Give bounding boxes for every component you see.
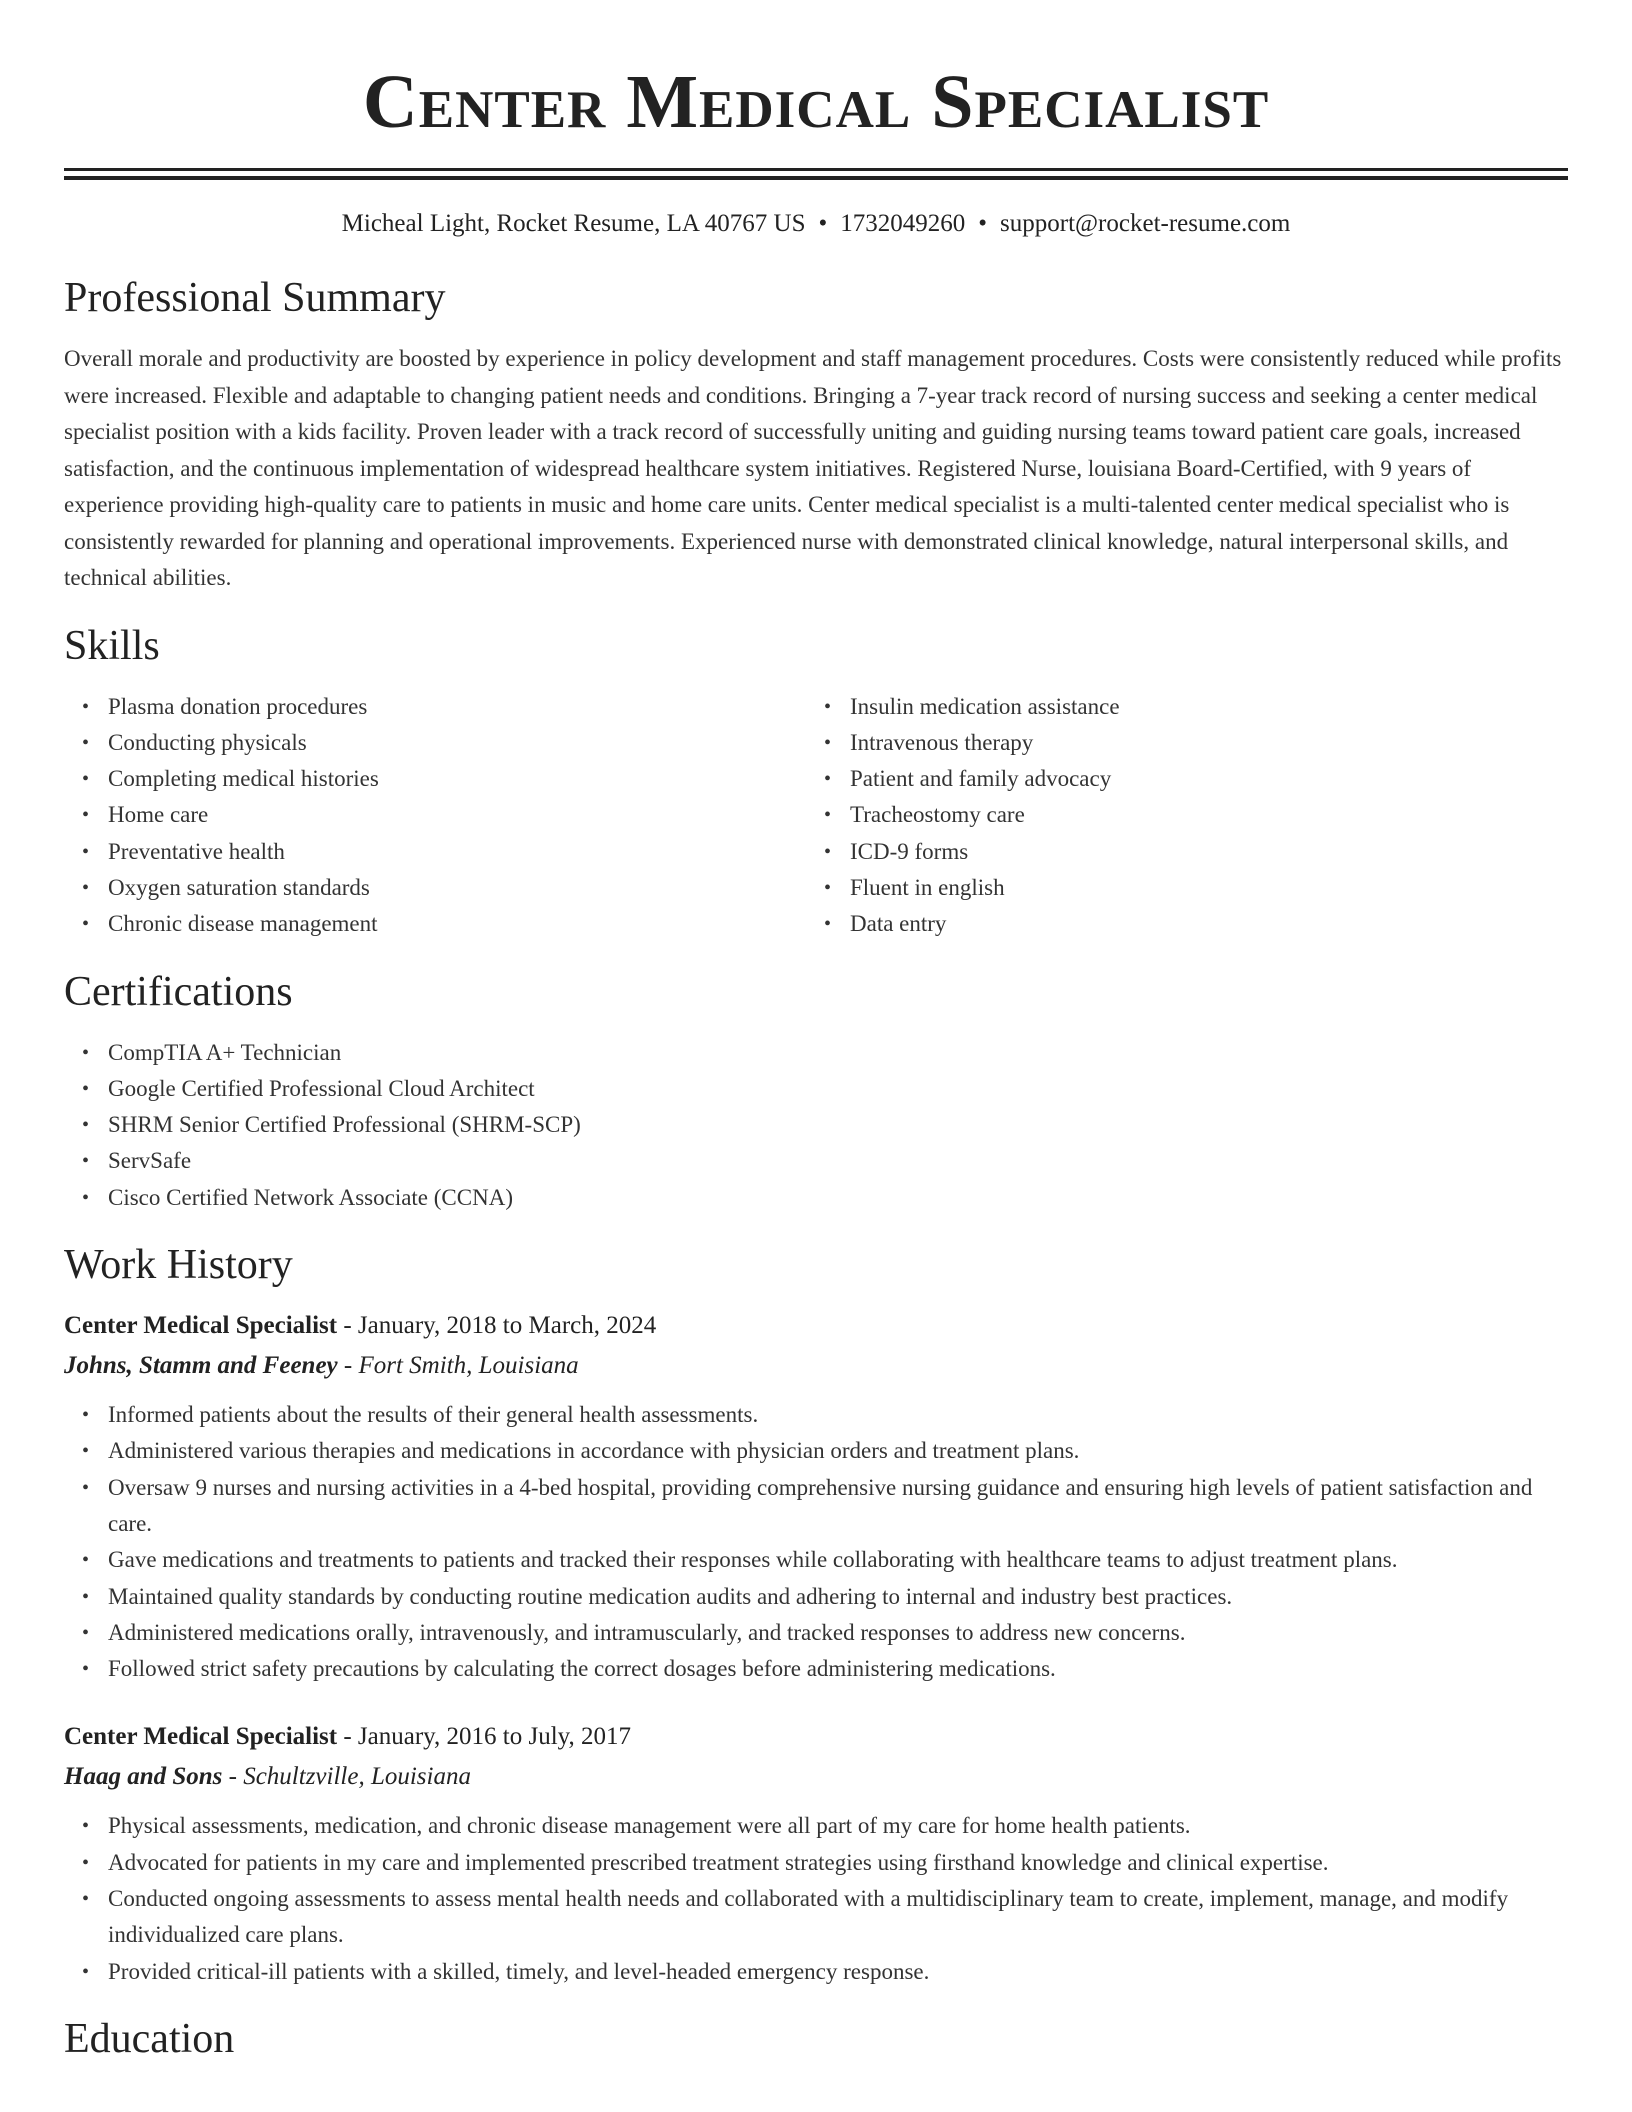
job-bullet-text: Gave medications and treatments to patients and tracked their responses while collaborating with healthcare teams to adjust treatment plans. xyxy=(108,1547,1398,1573)
job-bullet-text: Informed patients about the results of their general health assessments. xyxy=(108,1402,759,1428)
job-company-line xyxy=(64,1346,1568,1386)
certification-item xyxy=(82,1035,1568,1071)
job-title-line xyxy=(64,1717,1568,1757)
bullet-icon: • xyxy=(82,1440,90,1463)
bullet-icon: • xyxy=(82,804,90,827)
bullet-icon: • xyxy=(824,731,832,754)
bullet-icon: • xyxy=(82,913,90,936)
resume-page xyxy=(64,0,1568,2064)
contact-line xyxy=(64,207,1568,241)
summary-heading: Professional Summary xyxy=(64,275,446,321)
skill-item xyxy=(82,797,806,833)
skill-item xyxy=(824,834,1548,870)
skill-item xyxy=(82,689,806,725)
skill-label: Chronic disease management xyxy=(108,911,378,937)
skill-item xyxy=(824,761,1548,797)
contact-separator: • xyxy=(818,210,828,237)
job-location: - Schultzville, Louisiana xyxy=(222,1763,471,1791)
job-bullet-text: Advocated for patients in my care and implemented prescribed treatment strategies using firsthand knowledge and clinical expertise. xyxy=(108,1849,1329,1875)
job-company: Haag and Sons xyxy=(64,1763,223,1791)
bullet-icon: • xyxy=(824,840,832,863)
certification-label: Google Certified Professional Cloud Architect xyxy=(108,1075,535,1101)
skill-item xyxy=(82,834,806,870)
contact-email[interactable]: support@rocket-resume.com xyxy=(1000,210,1291,237)
job-bullet xyxy=(82,1651,1568,1687)
certification-label: SHRM Senior Certified Professional (SHRM-SCP) xyxy=(108,1112,581,1138)
certification-item xyxy=(82,1107,1568,1143)
job-company: Johns, Stamm and Feeney xyxy=(64,1352,338,1380)
job-bullet-text: Provided critical-ill patients with a skilled, timely, and level-headed emergency response. xyxy=(108,1958,930,1984)
bullet-icon: • xyxy=(82,1041,90,1064)
education-heading: Education xyxy=(64,2015,235,2062)
bullet-icon: • xyxy=(824,804,832,827)
skill-item xyxy=(82,761,806,797)
job-bullet-text: Conducted ongoing assessments to assess mental health needs and collaborated with a multidisciplinary team to create, implement, manage, and modify individualized care plans. xyxy=(108,1886,1509,1948)
job-bullet-text: Administered various therapies and medications in accordance with physician orders and treatment plans. xyxy=(108,1438,1080,1464)
skills-column-left xyxy=(64,689,806,943)
job-bullet xyxy=(82,1881,1568,1954)
job-bullets xyxy=(64,1397,1568,1687)
skill-label: Fluent in english xyxy=(850,874,1005,900)
skill-item xyxy=(824,725,1548,761)
bullet-icon: • xyxy=(82,840,90,863)
job-bullet xyxy=(82,1470,1568,1543)
job-dates: - January, 2018 to March, 2024 xyxy=(337,1312,657,1340)
bullet-icon: • xyxy=(82,1476,90,1499)
bullet-icon: • xyxy=(82,1960,90,1983)
job-bullet xyxy=(82,1615,1568,1651)
job-bullet-text: Followed strict safety precautions by calculating the correct dosages before administering medications. xyxy=(108,1656,1056,1682)
bullet-icon: • xyxy=(824,768,832,791)
bullet-icon: • xyxy=(82,1114,90,1137)
skill-item xyxy=(824,870,1548,906)
skill-label: Plasma donation procedures xyxy=(108,693,368,719)
skill-item xyxy=(824,906,1548,942)
bullet-icon: • xyxy=(82,731,90,754)
contact-phone: 1732049260 xyxy=(840,210,966,237)
skill-label: Patient and family advocacy xyxy=(850,766,1112,792)
bullet-icon: • xyxy=(82,1150,90,1173)
resume-title: Center Medical Specialist xyxy=(362,60,1270,144)
bullet-icon: • xyxy=(824,876,832,899)
skill-label: ICD-9 forms xyxy=(850,838,969,864)
job-bullet xyxy=(82,1579,1568,1615)
job-bullet-text: Administered medications orally, intravenously, and intramuscularly, and tracked responses to address new concerns. xyxy=(108,1619,1186,1645)
skill-label: Home care xyxy=(108,802,209,828)
job-title-line xyxy=(64,1306,1568,1346)
skill-item xyxy=(82,725,806,761)
certification-item xyxy=(82,1143,1568,1179)
certifications-heading: Certifications xyxy=(64,968,293,1015)
bullet-icon: • xyxy=(824,695,832,718)
skill-label: Preventative health xyxy=(108,838,285,864)
job-bullet xyxy=(82,1397,1568,1433)
job-bullet xyxy=(82,1808,1568,1844)
job-dates: - January, 2016 to July, 2017 xyxy=(337,1723,632,1751)
skill-item xyxy=(82,906,806,942)
job-title: Center Medical Specialist xyxy=(64,1723,338,1751)
bullet-icon: • xyxy=(82,1851,90,1874)
bullet-icon: • xyxy=(82,1077,90,1100)
skill-item xyxy=(824,797,1548,833)
work-history-heading: Work History xyxy=(64,1242,293,1289)
certification-label: CompTIA A+ Technician xyxy=(108,1039,342,1065)
job-bullet-text: Oversaw 9 nurses and nursing activities in a 4-bed hospital, providing comprehensive nursing guidance and ensuring high levels of patient satisfaction and care. xyxy=(108,1474,1533,1536)
certification-item xyxy=(82,1180,1568,1216)
job-entry xyxy=(64,1306,1568,1687)
bullet-icon: • xyxy=(82,1621,90,1644)
skill-label: Intravenous therapy xyxy=(850,729,1034,755)
certification-label: Cisco Certified Network Associate (CCNA) xyxy=(108,1184,513,1210)
bullet-icon: • xyxy=(82,876,90,899)
summary-text: Overall morale and productivity are boosted by experience in policy development and staff management procedures. Costs were consistently reduced while profits were increased. Flexible and adaptable to changing patient needs and conditions. Bringing a 7-year track record of nursing success and seeking a center medical specialist position with a kids facility. Proven leader with a track record of successfully uniting and guiding nursing teams toward patient care goals, increased satisfaction, and the continuous implementation of widespread healthcare system initiatives. Registered Nurse, louisiana Board-Certified, with 9 years of experience providing high-quality care to patients in music and home care units. Center medical specialist is a multi-talented center medical specialist who is consistently rewarded for planning and operational improvements. Experienced nurse with demonstrated clinical knowledge, natural interpersonal skills, and technical abilities. xyxy=(64,346,1562,590)
certification-item xyxy=(82,1071,1568,1107)
skills-heading: Skills xyxy=(64,622,160,669)
skills-list xyxy=(64,689,1568,943)
skill-label: Insulin medication assistance xyxy=(850,693,1120,719)
job-company-line xyxy=(64,1757,1568,1797)
bullet-icon: • xyxy=(82,1404,90,1427)
job-bullets xyxy=(64,1808,1568,1989)
bullet-icon: • xyxy=(82,1888,90,1911)
certifications-list xyxy=(64,1035,1568,1216)
job-entry xyxy=(64,1717,1568,1989)
job-bullet xyxy=(82,1954,1568,1990)
job-title: Center Medical Specialist xyxy=(64,1312,338,1340)
skill-item xyxy=(82,870,806,906)
bullet-icon: • xyxy=(824,913,832,936)
skill-label: Tracheostomy care xyxy=(850,802,1025,828)
skill-label: Data entry xyxy=(850,911,947,937)
bullet-icon: • xyxy=(82,768,90,791)
job-bullet-text: Physical assessments, medication, and chronic disease management were all part of my care for home health patients. xyxy=(108,1813,1191,1839)
bullet-icon: • xyxy=(82,1815,90,1838)
skill-item xyxy=(824,689,1548,725)
certification-label: ServSafe xyxy=(108,1148,192,1174)
job-bullet xyxy=(82,1433,1568,1469)
skills-column-right xyxy=(806,689,1548,943)
bullet-icon: • xyxy=(82,1186,90,1209)
skill-label: Oxygen saturation standards xyxy=(108,874,370,900)
bullet-icon: • xyxy=(82,1549,90,1572)
job-bullet xyxy=(82,1845,1568,1881)
title-divider xyxy=(64,168,1568,180)
job-bullet-text: Maintained quality standards by conducting routine medication audits and adhering to internal and industry best practices. xyxy=(108,1583,1233,1609)
bullet-icon: • xyxy=(82,1658,90,1681)
job-location: - Fort Smith, Louisiana xyxy=(337,1352,579,1380)
contact-separator: • xyxy=(978,210,988,237)
skill-label: Completing medical histories xyxy=(108,766,379,792)
skill-label: Conducting physicals xyxy=(108,729,307,755)
job-bullet xyxy=(82,1542,1568,1578)
bullet-icon: • xyxy=(82,1585,90,1608)
bullet-icon: • xyxy=(82,695,90,718)
contact-address: Micheal Light, Rocket Resume, LA 40767 US xyxy=(341,210,806,237)
